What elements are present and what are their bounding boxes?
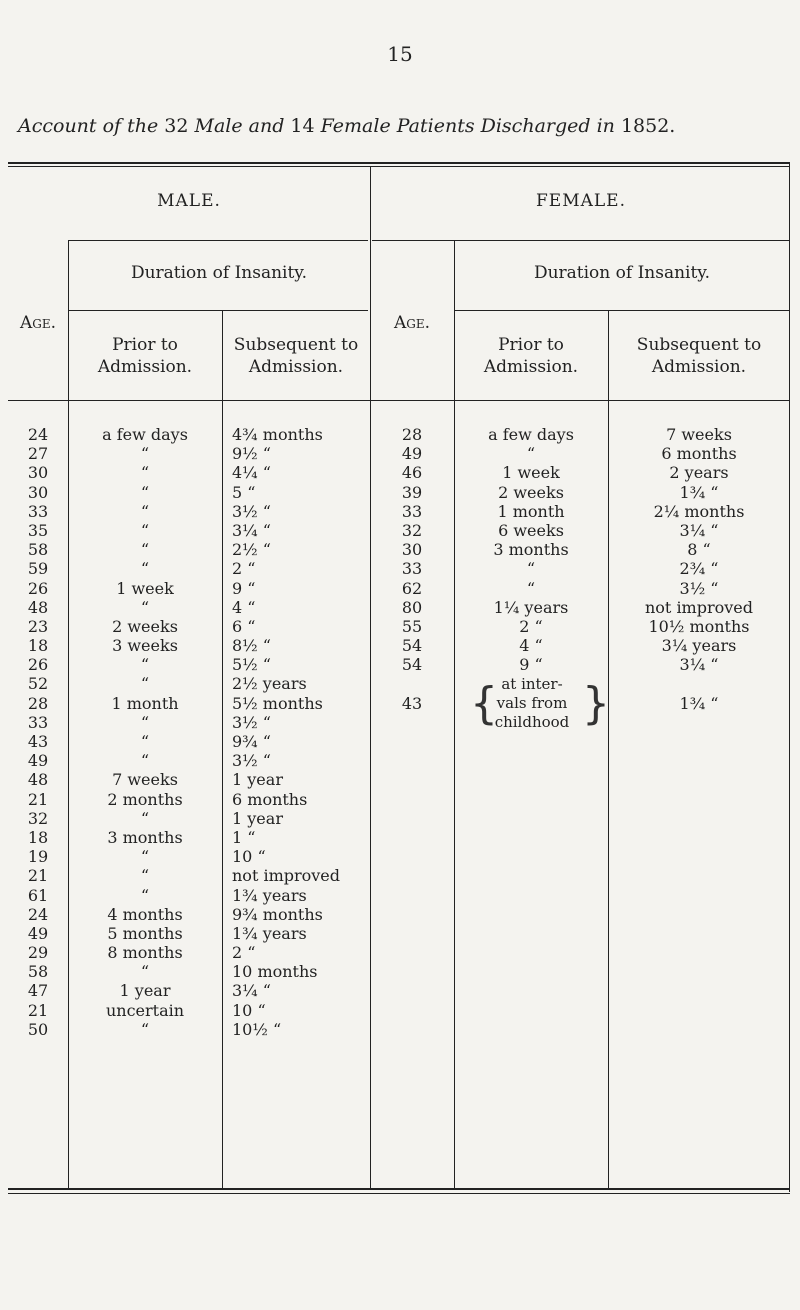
female-age-cell: 33 — [401, 559, 423, 579]
bottom-rule-inner — [8, 1193, 790, 1194]
male-title-rule — [68, 240, 368, 241]
male-subsequent-cell: 3½ “ — [232, 501, 271, 521]
female-subsequent-cell: 1¾ “ — [679, 693, 719, 713]
male-subsequent-cell: 4¼ “ — [232, 463, 271, 483]
note-right-brace: } — [582, 678, 610, 729]
male-prior-cell: “ — [140, 559, 150, 579]
male-prior-cell: “ — [140, 655, 150, 675]
female-subsequent-cell — [608, 674, 790, 693]
female-age-cell: 39 — [401, 482, 423, 502]
male-subsequent-column — [232, 425, 370, 1039]
male-age-cell: 27 — [27, 444, 49, 464]
male-subsequent-cell: 2 “ — [232, 559, 256, 579]
female-prior-cell: “ — [526, 578, 536, 598]
male-age-cell: 26 — [27, 655, 49, 675]
male-prior-cell: “ — [140, 482, 150, 502]
male-age-cell: 18 — [27, 827, 49, 847]
male-subsequent-cell: 5 “ — [232, 482, 256, 502]
female-title-rule — [372, 240, 790, 241]
female-subsequent-cell: 2¼ months — [653, 501, 745, 521]
female-age-cell: 32 — [401, 520, 423, 540]
male-age-column — [8, 425, 68, 1039]
male-age-cell: 52 — [27, 674, 49, 694]
female-title: FEMALE. — [536, 191, 626, 211]
male-subsequent-cell: 5½ “ — [232, 655, 271, 675]
male-age-cell: 26 — [27, 578, 49, 598]
male-age-cell: 30 — [27, 482, 49, 502]
male-subsequent-cell: 2½ “ — [232, 540, 271, 560]
female-subsequent-cell: 6 months — [661, 444, 737, 464]
note-line-2: vals from — [496, 694, 568, 712]
female-prior-cell: 1 week — [502, 463, 560, 483]
female-prior-cell: 1 month — [497, 501, 565, 521]
female-prior-header — [454, 334, 608, 378]
male-subsequent-cell: 3¼ “ — [232, 981, 271, 1001]
female-prior-header-line-2: Admission. — [483, 357, 579, 377]
male-age-cell: 58 — [27, 540, 49, 560]
male-duration-header: Duration of Insanity. — [130, 263, 308, 283]
male-age-cell: 58 — [27, 962, 49, 982]
female-prior-note — [486, 675, 578, 732]
male-prior-cell: “ — [140, 885, 150, 905]
female-age-cell: 55 — [401, 616, 423, 636]
female-subsequent-cell: 2¾ “ — [679, 559, 719, 579]
male-subsequent-cell: 9¾ “ — [232, 732, 271, 751]
male-age-cell: 50 — [27, 1019, 49, 1039]
female-prior-cell: 2 weeks — [498, 482, 564, 502]
male-subsequent-cell: 10½ “ — [232, 1019, 282, 1039]
male-subsequent-cell: 10 “ — [232, 1000, 266, 1020]
male-age-cell: 19 — [27, 847, 49, 867]
male-prior-cell: 3 months — [107, 827, 183, 847]
male-subsequent-cell: 1 year — [232, 808, 283, 828]
male-prior-cell: 2 months — [107, 789, 183, 809]
male-age-cell: 48 — [27, 770, 49, 790]
male-age-cell: 21 — [27, 1000, 49, 1020]
male-subsequent-cell: 4¾ months — [232, 425, 323, 444]
male-age-cell: 49 — [27, 751, 49, 771]
male-prior-cell: “ — [140, 501, 150, 521]
male-subsequent-cell: 5½ months — [232, 693, 323, 713]
female-prior-cell: 4 “ — [519, 636, 543, 656]
male-subsequent-cell: 6 months — [232, 789, 308, 809]
bottom-rule — [8, 1188, 790, 1190]
female-age-header: Age. — [393, 313, 431, 333]
top-rule — [8, 162, 790, 164]
male-age-cell: 47 — [27, 981, 49, 1001]
female-subsequent-cell: 2 years — [669, 463, 729, 483]
caption-year: 1852. — [620, 115, 676, 137]
male-prior-cell: “ — [140, 520, 150, 540]
female-subsequent-column — [608, 425, 790, 713]
female-subsequent-cell: 3¼ years — [661, 636, 737, 656]
female-subsequent-cell: 1¾ “ — [679, 482, 719, 502]
duration-rule-female — [454, 310, 790, 311]
male-subsequent-cell: 1¾ years — [232, 923, 307, 943]
male-subsequent-cell: 9½ “ — [232, 444, 271, 464]
table-caption — [18, 115, 798, 137]
caption-part-1: Account of the — [18, 115, 159, 137]
male-age-cell: 33 — [27, 712, 49, 732]
rule-v-male-prior — [222, 310, 223, 1190]
duration-rule-male — [68, 310, 368, 311]
male-subsequent-cell: 9¾ months — [232, 904, 323, 924]
caption-part-3: Female Patients Discharged in — [320, 115, 615, 137]
note-line-3: childhood — [494, 713, 570, 731]
discharge-table — [8, 162, 790, 1220]
male-age-cell: 49 — [27, 923, 49, 943]
male-age-cell: 18 — [27, 636, 49, 656]
female-subsequent-header-line-2: Admission. — [651, 357, 747, 377]
male-prior-header — [68, 334, 222, 378]
male-age-cell: 48 — [27, 597, 49, 617]
male-prior-cell: “ — [140, 1019, 150, 1039]
male-prior-cell: 8 months — [107, 943, 183, 963]
female-subsequent-cell: 7 weeks — [666, 425, 732, 444]
female-age-cell: 62 — [401, 578, 423, 598]
male-subsequent-header — [222, 334, 370, 378]
male-prior-cell: 2 weeks — [112, 616, 178, 636]
male-subsequent-cell: 4 “ — [232, 597, 256, 617]
male-subsequent-cell: 10 “ — [232, 847, 266, 867]
male-age-cell: 24 — [27, 425, 49, 444]
male-title: MALE. — [157, 191, 221, 211]
male-prior-cell: a few days — [102, 425, 188, 444]
caption-male-count: 32 — [164, 115, 189, 137]
male-subsequent-cell: 1 “ — [232, 827, 256, 847]
male-prior-cell: uncertain — [105, 1000, 185, 1020]
male-subsequent-cell: 3½ “ — [232, 751, 271, 771]
male-subsequent-cell: 2½ years — [232, 674, 307, 694]
male-prior-header-line-1: Prior to — [112, 335, 178, 355]
male-subsequent-cell: 3½ “ — [232, 712, 271, 732]
female-prior-cell: 3 months — [493, 540, 569, 560]
male-subsequent-cell: 2 “ — [232, 943, 256, 963]
header-rule — [8, 400, 790, 401]
male-age-cell: 24 — [27, 904, 49, 924]
female-prior-header-line-1: Prior to — [498, 335, 564, 355]
male-prior-cell: “ — [140, 597, 150, 617]
male-prior-column — [68, 425, 222, 1039]
female-prior-cell: 6 weeks — [498, 520, 564, 540]
female-subsequent-cell: 3¼ “ — [679, 520, 719, 540]
female-prior-cell: a few days — [488, 425, 574, 444]
female-age-cell: 30 — [401, 540, 423, 560]
male-prior-cell: “ — [140, 866, 150, 886]
rule-v-female-age — [454, 240, 455, 1190]
female-subsequent-header — [608, 334, 790, 378]
male-prior-cell: 5 months — [107, 923, 183, 943]
male-prior-cell: “ — [140, 808, 150, 828]
male-subsequent-cell: 8½ “ — [232, 636, 271, 656]
male-prior-cell: “ — [140, 540, 150, 560]
male-prior-cell: 1 month — [111, 693, 179, 713]
male-age-cell: 28 — [27, 693, 49, 713]
female-prior-column — [454, 425, 608, 674]
male-age-header: Age. — [19, 313, 57, 333]
male-prior-cell: 1 week — [116, 578, 174, 598]
female-prior-cell: “ — [526, 559, 536, 579]
male-subsequent-cell: 1¾ years — [232, 885, 307, 905]
male-age-cell: 23 — [27, 616, 49, 636]
male-prior-cell: “ — [140, 751, 150, 771]
male-prior-cell: 1 year — [119, 981, 171, 1001]
female-duration-header: Duration of Insanity. — [533, 263, 711, 283]
female-prior-cell: 2 “ — [519, 616, 543, 636]
male-age-cell: 29 — [27, 943, 49, 963]
male-age-cell: 33 — [27, 501, 49, 521]
male-age-cell: 32 — [27, 808, 49, 828]
male-age-cell: 61 — [27, 885, 49, 905]
male-prior-cell: “ — [140, 962, 150, 982]
male-subsequent-header-line-2: Admission. — [248, 357, 344, 377]
page-number: 15 — [387, 42, 413, 66]
male-age-cell: 21 — [27, 866, 49, 886]
female-subsequent-cell: 10½ months — [648, 616, 750, 636]
female-age-cell: 43 — [401, 693, 423, 713]
female-age-cell: 54 — [401, 636, 423, 656]
male-subsequent-cell: 10 months — [232, 962, 318, 982]
female-subsequent-cell: 3½ “ — [679, 578, 719, 598]
female-subsequent-header-line-1: Subsequent to — [636, 335, 762, 355]
female-prior-cell: 1¼ years — [493, 597, 569, 617]
female-age-cell: 28 — [401, 425, 423, 444]
male-age-cell: 30 — [27, 463, 49, 483]
male-age-cell: 59 — [27, 559, 49, 579]
male-subsequent-cell: 3¼ “ — [232, 520, 271, 540]
female-age-cell: 49 — [401, 444, 423, 464]
male-prior-cell: “ — [140, 847, 150, 867]
female-age-cell: 54 — [401, 655, 423, 675]
note-left-brace: { — [470, 678, 498, 729]
male-prior-cell: 3 weeks — [112, 636, 178, 656]
male-prior-cell: 4 months — [107, 904, 183, 924]
note-line-1: at inter- — [501, 675, 563, 693]
female-age-cell: 80 — [401, 597, 423, 617]
male-subsequent-cell: 6 “ — [232, 616, 256, 636]
female-subsequent-cell: not improved — [644, 597, 753, 617]
female-prior-cell: “ — [526, 444, 536, 464]
male-age-cell: 43 — [27, 732, 49, 751]
caption-female-count: 14 — [290, 115, 315, 137]
female-age-cell: 33 — [401, 501, 423, 521]
male-subsequent-cell: 9 “ — [232, 578, 256, 598]
male-age-cell: 35 — [27, 520, 49, 540]
female-subsequent-cell: 8 “ — [687, 540, 711, 560]
male-prior-header-line-2: Admission. — [97, 357, 193, 377]
female-age-cell: 46 — [401, 463, 423, 483]
male-prior-cell: “ — [140, 712, 150, 732]
male-subsequent-cell: 1 year — [232, 770, 283, 790]
female-age-column — [370, 425, 454, 713]
male-subsequent-cell: not improved — [232, 866, 341, 886]
male-prior-cell: “ — [140, 674, 150, 694]
male-subsequent-header-line-1: Subsequent to — [233, 335, 359, 355]
female-prior-cell: 9 “ — [519, 655, 543, 675]
female-age-cell — [370, 674, 454, 693]
top-rule-inner — [8, 166, 790, 167]
male-prior-cell: 7 weeks — [112, 770, 178, 790]
caption-part-2: Male and — [194, 115, 285, 137]
male-prior-cell: “ — [140, 732, 150, 751]
female-subsequent-cell: 3¼ “ — [679, 655, 719, 675]
male-age-cell: 21 — [27, 789, 49, 809]
male-prior-cell: “ — [140, 463, 150, 483]
male-prior-cell: “ — [140, 444, 150, 464]
